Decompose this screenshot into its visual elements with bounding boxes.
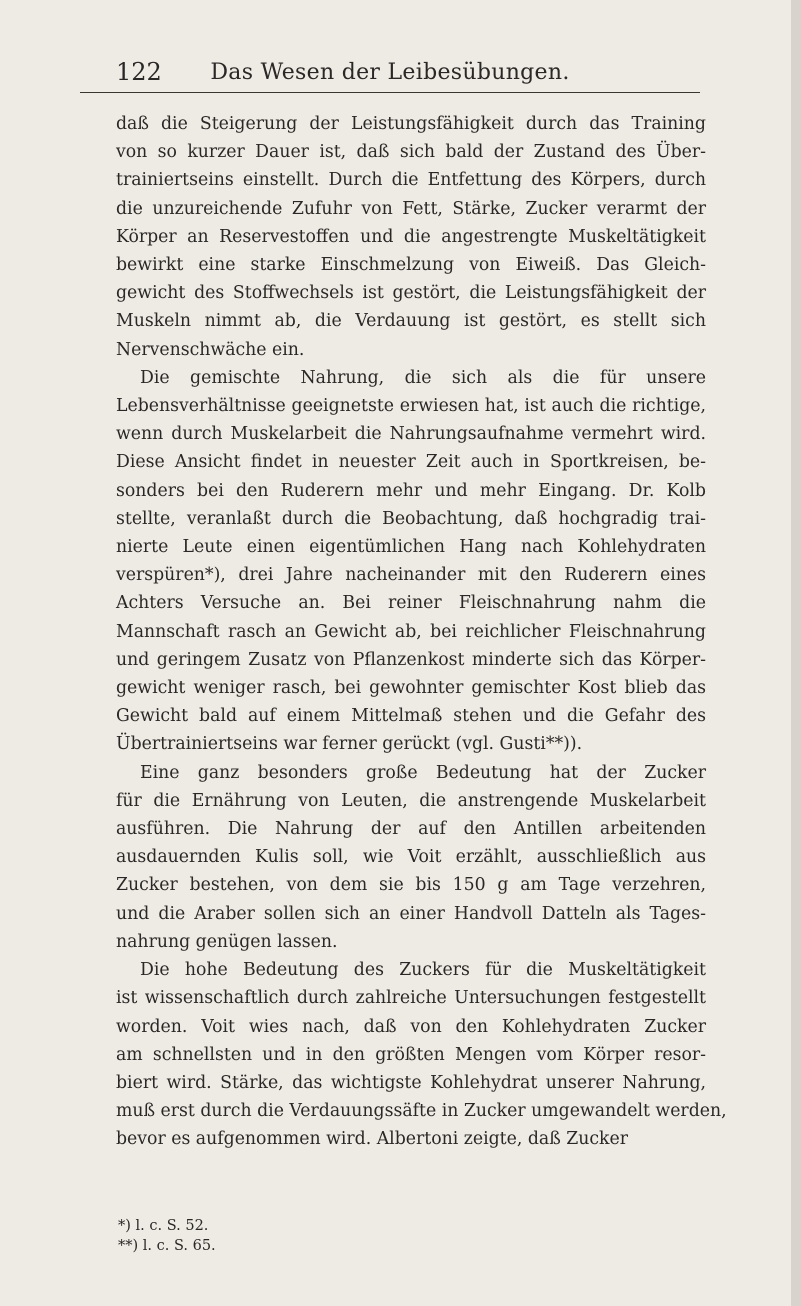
text-line: gewicht weniger rasch, bei gewohnter gemischter Kost blieb das bbox=[116, 678, 706, 699]
text-line: Lebensverhältnisse geeignetste erwiesen hat, ist auch die richtige, bbox=[116, 396, 706, 417]
text-line: Körper an Reservestoffen und die angestrengte Muskeltätigkeit bbox=[116, 226, 706, 247]
text-line: sonders bei den Ruderern mehr und mehr Eingang. Dr. Kolb bbox=[116, 480, 706, 501]
text-line: daß die Steigerung der Leistungsfähigkeit durch das Training bbox=[116, 114, 706, 134]
text-line: Mannschaft rasch an Gewicht ab, bei reichlicher Fleischnahrung bbox=[116, 621, 706, 642]
text-line: nahrung genügen lassen. bbox=[116, 931, 338, 952]
text-line: gewicht des Stoffwechsels ist gestört, die Leistungsfähigkeit der bbox=[116, 283, 706, 304]
text-line: und geringem Zusatz von Pflanzenkost minderte sich das Körper- bbox=[116, 649, 706, 670]
text-line: ausdauernden Kulis soll, wie Voit erzählt, ausschließlich aus bbox=[116, 847, 706, 868]
text-line: Zucker bestehen, von dem sie bis 150 g am Tage verzehren, bbox=[116, 875, 706, 896]
page-header bbox=[80, 48, 700, 93]
text-line: Die hohe Bedeutung des Zuckers für die Muskeltätigkeit bbox=[140, 960, 706, 981]
text-line: trainiertseins einstellt. Durch die Entfettung des Körpers, durch bbox=[116, 170, 706, 191]
body-text bbox=[116, 110, 727, 1154]
page-number: 122 bbox=[116, 58, 162, 86]
text-line: für die Ernährung von Leuten, die anstrengende Muskelarbeit bbox=[116, 790, 706, 811]
text-line: ausführen. Die Nahrung der auf den Antillen arbeitenden bbox=[116, 819, 706, 840]
text-line: Eine ganz besonders große Bedeutung hat der Zucker bbox=[140, 762, 706, 783]
text-line: Diese Ansicht findet in neuester Zeit auch in Sportkreisen, be- bbox=[116, 452, 706, 473]
text-line: stellte, veranlaßt durch die Beobachtung, daß hochgradig trai- bbox=[116, 508, 706, 529]
text-line: bewirkt eine starke Einschmelzung von Eiweiß. Das Gleich- bbox=[116, 255, 706, 276]
text-line: biert wird. Stärke, das wichtigste Kohlehydrat unserer Nahrung, bbox=[116, 1072, 706, 1093]
text-line: bevor es aufgenommen wird. Albertoni zeigte, daß Zucker bbox=[116, 1129, 629, 1150]
text-line: worden. Voit wies nach, daß von den Kohlehydraten Zucker bbox=[116, 1016, 706, 1037]
text-line: Übertrainiertseins war ferner gerückt (vgl. Gusti**)). bbox=[116, 734, 583, 755]
text-line: Achters Versuche an. Bei reiner Fleischnahrung nahm die bbox=[116, 593, 706, 614]
text-line: Gewicht bald auf einem Mittelmaß stehen und die Gefahr des bbox=[116, 706, 706, 727]
running-title: Das Wesen der Leibesübungen. bbox=[210, 60, 570, 85]
text-line: Muskeln nimmt ab, die Verdauung ist gestört, es stellt sich bbox=[116, 311, 706, 332]
footnotes bbox=[118, 1216, 318, 1256]
page-edge bbox=[791, 0, 801, 1306]
text-line: die unzureichende Zufuhr von Fett, Stärke, Zucker verarmt der bbox=[116, 198, 706, 219]
text-line: und die Araber sollen sich an einer Handvoll Datteln als Tages- bbox=[116, 903, 706, 924]
text-line: muß erst durch die Verdauungssäfte in Zucker umgewandelt werden, bbox=[116, 1101, 727, 1122]
text-line: am schnellsten und in den größten Mengen vom Körper resor- bbox=[116, 1044, 706, 1065]
text-line: von so kurzer Dauer ist, daß sich bald der Zustand des Über- bbox=[116, 142, 706, 163]
text-line: nierte Leute einen eigentümlichen Hang nach Kohlehydraten bbox=[116, 537, 706, 558]
text-line: Die gemischte Nahrung, die sich als die für unsere bbox=[140, 367, 706, 388]
text-line: Nervenschwäche ein. bbox=[116, 339, 305, 360]
footnote: *) l. c. S. 52. bbox=[118, 1218, 209, 1234]
text-line: verspüren*), drei Jahre nacheinander mit den Ruderern eines bbox=[116, 565, 706, 586]
footnote: **) l. c. S. 65. bbox=[118, 1238, 216, 1254]
text-line: wenn durch Muskelarbeit die Nahrungsaufnahme vermehrt wird. bbox=[116, 424, 706, 445]
text-line: ist wissenschaftlich durch zahlreiche Untersuchungen festgestellt bbox=[116, 988, 706, 1009]
